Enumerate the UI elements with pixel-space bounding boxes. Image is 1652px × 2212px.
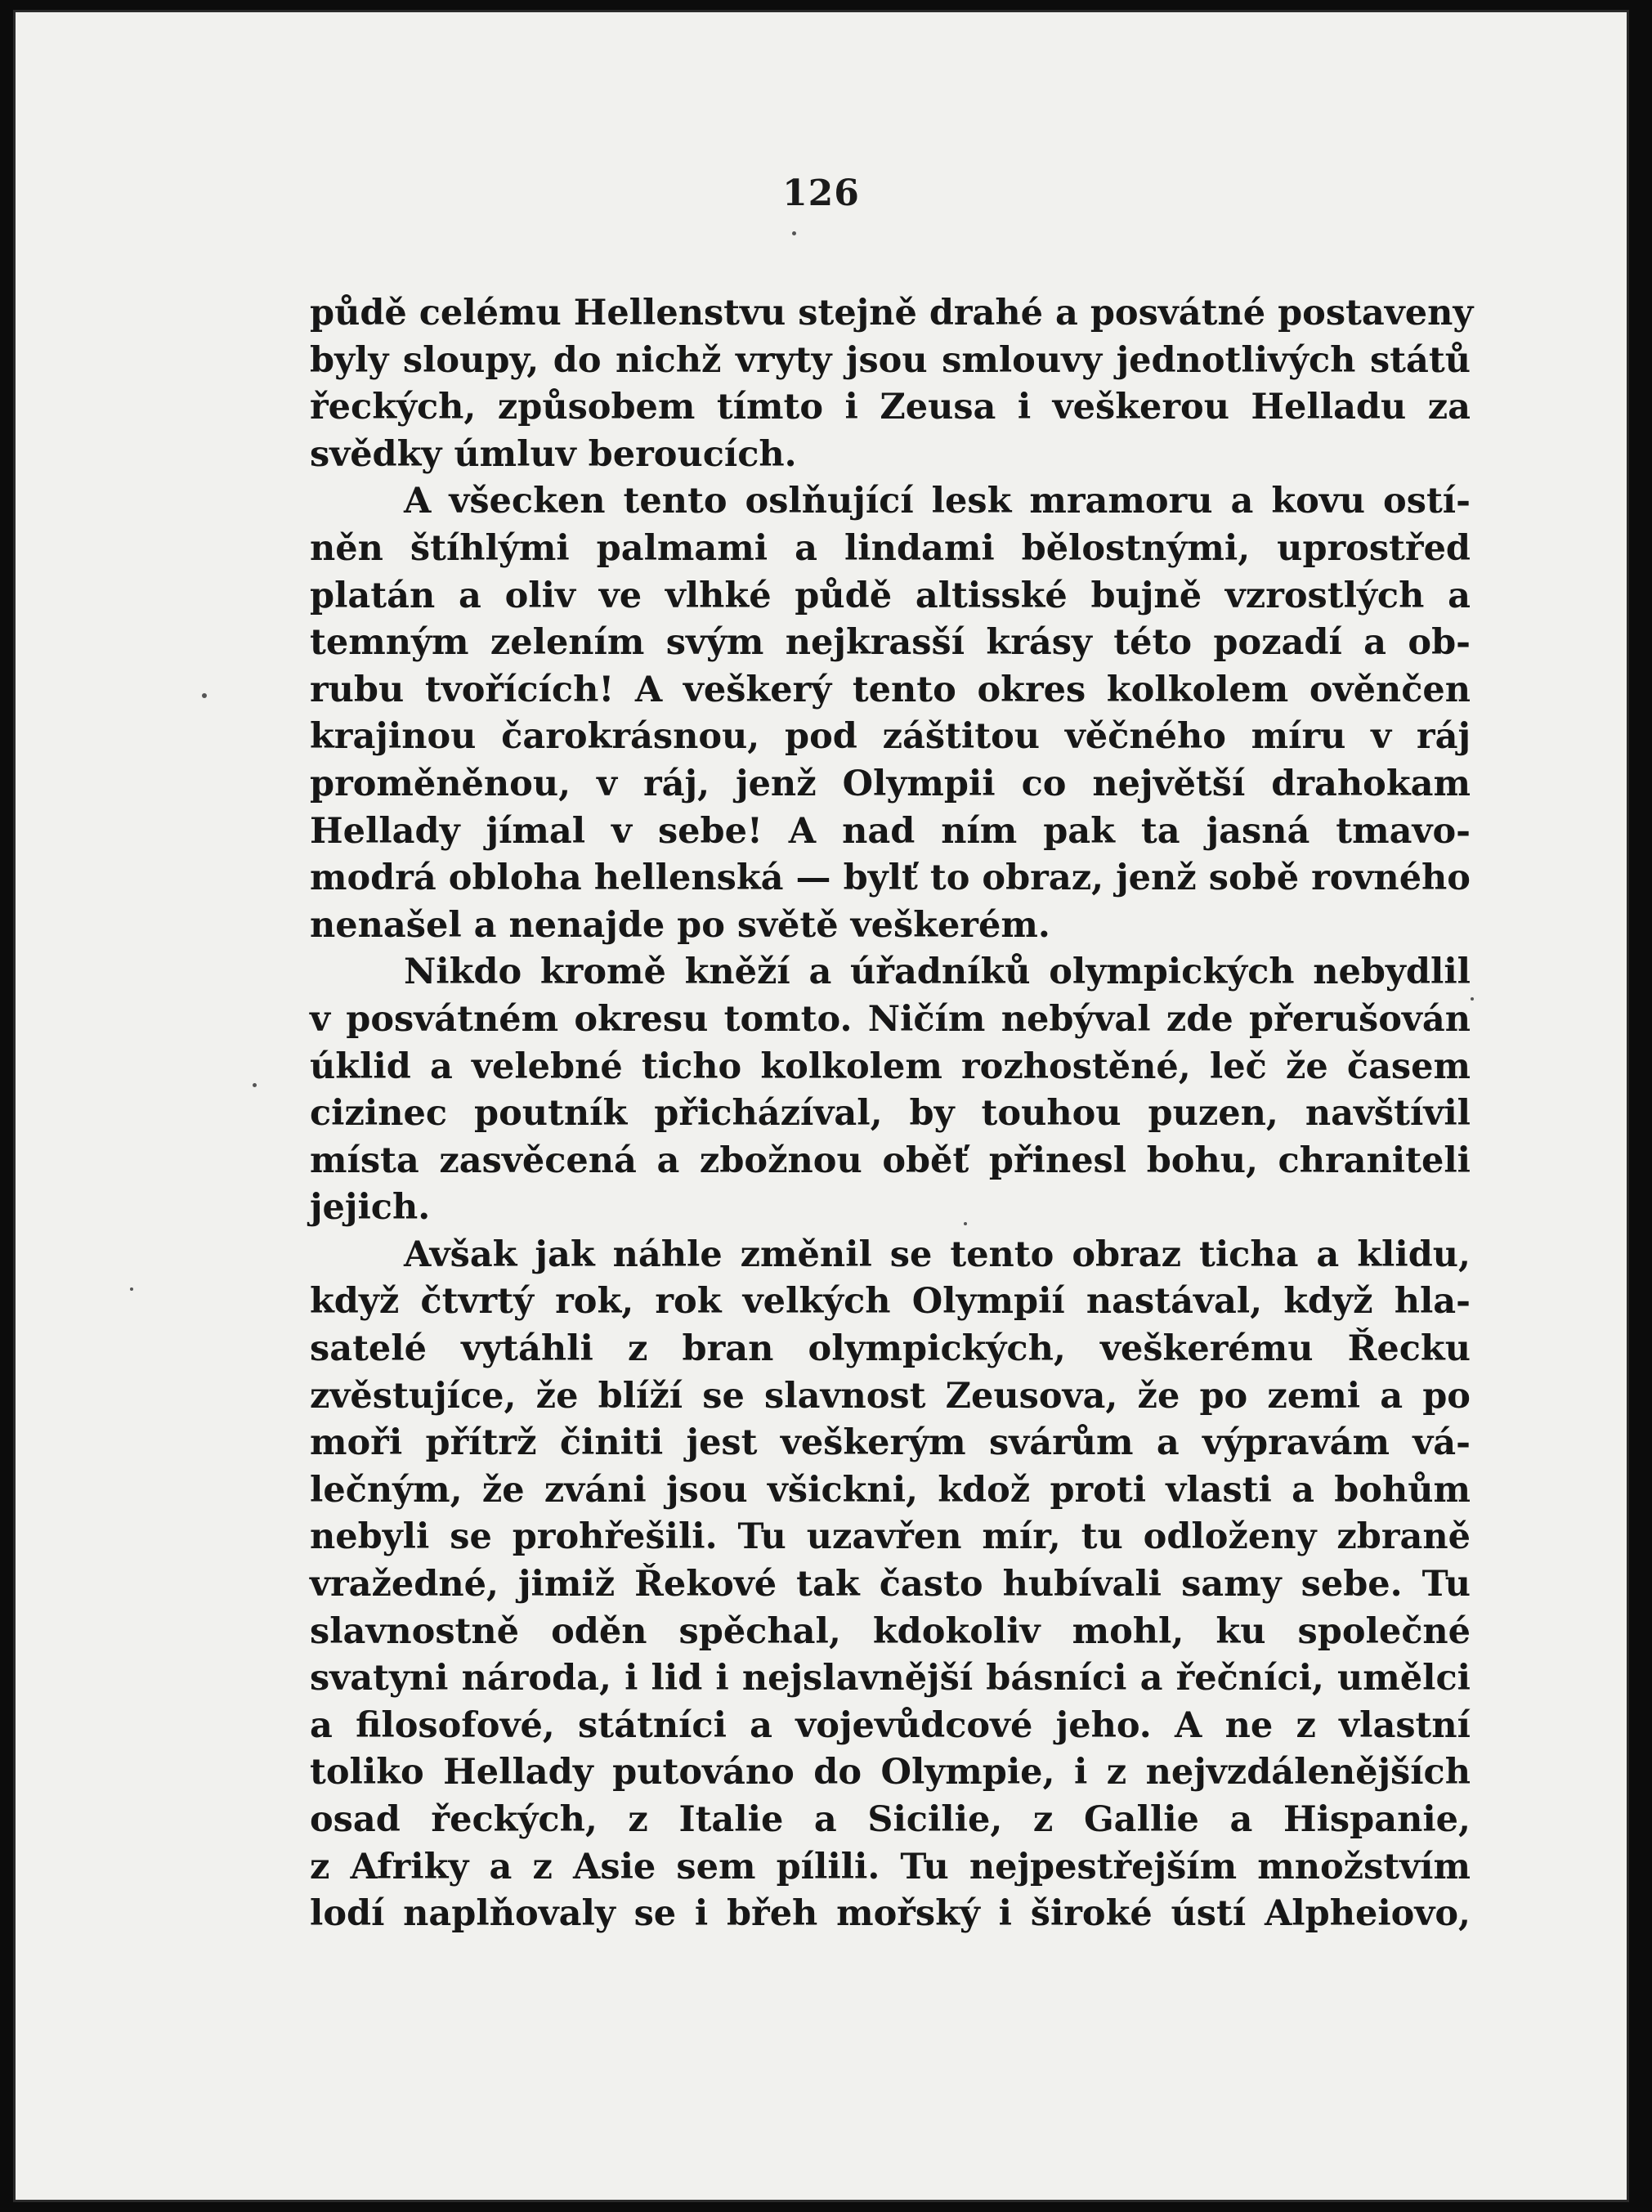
text-line: slavnostně oděn spěchal, kdokoliv mohl, ku společné [310, 1610, 1471, 1652]
text-line: řeckých, způsobem tímto i Zeusa i veškerou Helladu za [310, 387, 1471, 428]
text-line: A všecken tento oslňující lesk mramoru a kovu ostí- [404, 481, 1471, 522]
text-line: lodí naplňovaly se i břeh mořský i široké ústí Alpheiovo, [310, 1893, 1471, 1935]
text-line: úklid a velebné ticho kolkolem rozhostěné, leč že časem [310, 1046, 1471, 1087]
text-line: proměněnou, v ráj, jenž Olympii co největší drahokam [310, 763, 1471, 804]
text-line: cizinec poutník přicházíval, by touhou puzen, navštívil [310, 1093, 1471, 1135]
text-line: zvěstujíce, že blíží se slavnost Zeusova, že po zemi a po [310, 1375, 1471, 1417]
paper-speck [253, 1083, 257, 1087]
book-page [13, 10, 1629, 2202]
text-line: svatyni národa, i lid i nejslavnější básníci a řečníci, umělci [310, 1658, 1471, 1699]
text-line: místa zasvěcená a zbožnou oběť přinesl bohu, chraniteli [310, 1140, 1471, 1181]
paper-speck [202, 693, 207, 698]
text-line: rubu tvořících! A veškerý tento okres kolkolem ověnčen [310, 669, 1471, 710]
text-line: v posvátném okresu tomto. Ničím nebýval zde přerušován [310, 998, 1471, 1040]
text-line: když čtvrtý rok, rok velkých Olympií nastával, když hla- [310, 1281, 1471, 1323]
text-line: Nikdo kromě kněží a úřadníků olympických nebydlil [404, 952, 1471, 993]
paper-speck [130, 1287, 133, 1291]
text-line: půdě celému Hellenstvu stejně drahé a posvátné postaveny [310, 293, 1474, 334]
text-line: modrá obloha hellenská — bylť to obraz, jenž sobě rovného [310, 857, 1471, 899]
text-line: nebyli se prohřešili. Tu uzavřen mír, tu odloženy zbraně [310, 1516, 1471, 1558]
text-line: platán a oliv ve vlhké půdě altisské bujně vzrostlých a [310, 575, 1471, 616]
text-line: toliko Hellady putováno do Olympie, i z nejvzdálenějších [310, 1752, 1471, 1793]
text-line: satelé vytáhli z bran olympických, veškerému Řecku [310, 1328, 1471, 1370]
text-line: vražedné, jimiž Řekové tak často hubívali samy sebe. Tu [310, 1564, 1471, 1605]
text-line: nenašel a nenajde po světě veškerém. [310, 904, 1050, 946]
text-line: krajinou čarokrásnou, pod záštitou věčného míru v ráj [310, 716, 1471, 758]
text-line: svědky úmluv beroucích. [310, 433, 797, 475]
text-line: osad řeckých, z Italie a Sicilie, z Gallie a Hispanie, [310, 1799, 1471, 1840]
body-text [310, 290, 1474, 1938]
text-line: lečným, že zváni jsou všickni, kdož proti vlasti a bohům [310, 1469, 1471, 1511]
text-line: temným zelením svým nejkrasší krásy této pozadí a ob- [310, 622, 1471, 664]
text-line: něn štíhlými palmami a lindami bělostnými, uprostřed [310, 527, 1471, 569]
text-line: byly sloupy, do nichž vryty jsou smlouvy jednotlivých států [310, 339, 1471, 381]
text-line: Avšak jak náhle změnil se tento obraz ticha a klidu, [404, 1234, 1471, 1275]
paper-speck [964, 1222, 967, 1225]
text-line: a filosofové, státníci a vojevůdcové jeho. A ne z vlastní [310, 1704, 1471, 1746]
paper-speck [1471, 997, 1474, 1001]
text-line: jejich. [310, 1187, 431, 1229]
page-number: 126 [782, 172, 860, 214]
text-line: Hellady jímal v sebe! A nad ním pak ta jasná tmavo- [310, 810, 1471, 852]
text-line: moři přítrž činiti jest veškerým svárům a výpravám vá- [310, 1422, 1471, 1464]
paper-speck [792, 231, 796, 235]
text-line: z Afriky a z Asie sem pílili. Tu nejpestřejším množstvím [310, 1846, 1471, 1887]
